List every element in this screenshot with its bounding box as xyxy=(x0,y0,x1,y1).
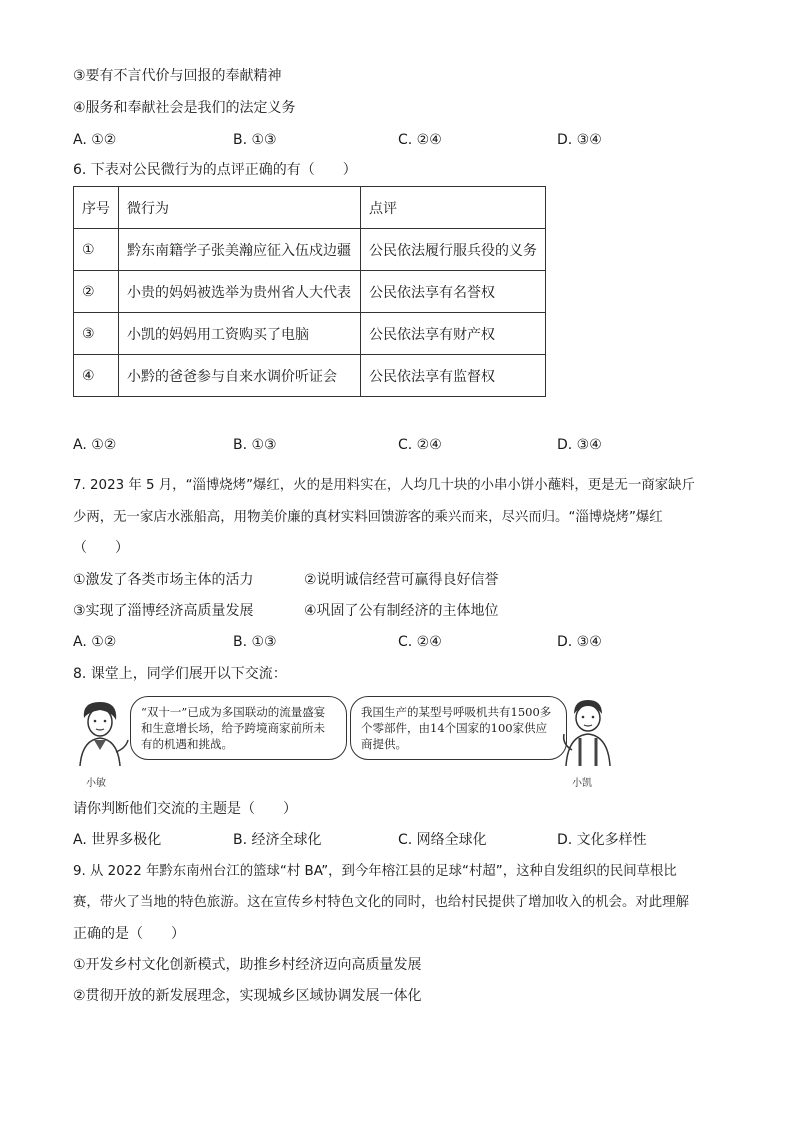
table-header-cell: 序号 xyxy=(74,187,119,229)
q6-stem: 6. 下表对公民微行为的点评正确的有（ ） xyxy=(73,162,357,178)
table-cell: ② xyxy=(74,271,119,313)
q8-illustration xyxy=(70,690,630,790)
table-cell: 黔东南籍学子张美瀚应征入伍戍边疆 xyxy=(119,229,361,271)
table-cell: ④ xyxy=(74,355,119,397)
table-row xyxy=(74,313,546,355)
table-header-cell: 点评 xyxy=(361,187,546,229)
q6-option-a: A. ①② xyxy=(73,437,117,453)
q8-question: 请你判断他们交流的主题是（ ） xyxy=(73,801,297,817)
table-cell: 公民依法享有名誉权 xyxy=(361,271,546,313)
table-cell: 公民依法享有监督权 xyxy=(361,355,546,397)
q8-option-d: D. 文化多样性 xyxy=(557,832,647,848)
table-cell: ③ xyxy=(74,313,119,355)
q9-item-2: ②贯彻开放的新发展理念，实现城乡区域协调发展一体化 xyxy=(73,988,422,1004)
q6-table xyxy=(73,186,546,397)
table-row xyxy=(74,355,546,397)
q9-stem-line-1: 9. 从 2022 年黔东南州台江的篮球“村 BA”，到今年榕江县的足球“村超”，这种自发组织的民间草根比 xyxy=(73,864,677,879)
speech-bubble-right: 我国生产的某型号呼吸机共有1500多个零部件，由14个国家的100家供应商提供。 xyxy=(350,696,567,760)
q7-item-1: ①激发了各类市场主体的活力 xyxy=(73,572,254,588)
q7-stem-line-1: 7. 2023 年 5 月，“淄博烧烤”爆红，火的是用料实在，人均几十块的小串小饼小蘸料，更是无一商家缺斤 xyxy=(73,478,695,493)
q9-stem-line-3: 正确的是（ ） xyxy=(73,926,185,942)
table-header-row xyxy=(74,187,546,229)
q7-option-b: B. ①③ xyxy=(233,634,277,650)
q6-option-b: B. ①③ xyxy=(233,437,277,453)
q8-stem: 8. 课堂上，同学们展开以下交流： xyxy=(73,666,287,682)
table-row xyxy=(74,271,546,313)
q7-stem-line-3: （ ） xyxy=(73,540,129,556)
q5-item-4: ④服务和奉献社会是我们的法定义务 xyxy=(73,100,296,116)
student-left-name: 小敏 xyxy=(86,778,106,789)
table-cell: 小贵的妈妈被选举为贵州省人大代表 xyxy=(119,271,361,313)
q8-option-b: B. 经济全球化 xyxy=(233,832,322,848)
q5-option-a: A. ①② xyxy=(73,132,117,148)
q9-stem-line-2: 赛，带火了当地的特色旅游。这在宣传乡村特色文化的同时，也给村民提供了增加收入的机会。对此理解 xyxy=(73,895,689,910)
table-cell: 公民依法履行服兵役的义务 xyxy=(361,229,546,271)
q9-item-1: ①开发乡村文化创新模式，助推乡村经济迈向高质量发展 xyxy=(73,957,422,973)
q6-option-d: D. ③④ xyxy=(557,437,602,453)
q7-item-4: ④巩固了公有制经济的主体地位 xyxy=(304,603,499,619)
table-header-cell: 微行为 xyxy=(119,187,361,229)
student-right-figure xyxy=(558,694,618,768)
q7-option-c: C. ②④ xyxy=(398,634,442,650)
q5-option-d: D. ③④ xyxy=(557,132,602,148)
q7-option-a: A. ①② xyxy=(73,634,117,650)
table-cell: 小凯的妈妈用工资购买了电脑 xyxy=(119,313,361,355)
student-right-name: 小凯 xyxy=(572,778,592,789)
table-cell: 公民依法享有财产权 xyxy=(361,313,546,355)
speech-bubble-left: “双十一”已成为多国联动的流量盛宴和生意增长场，给予跨境商家前所未有的机遇和挑战。 xyxy=(130,696,347,760)
table-cell: 小黔的爸爸参与自来水调价听证会 xyxy=(119,355,361,397)
table-cell: ① xyxy=(74,229,119,271)
q6-option-c: C. ②④ xyxy=(398,437,442,453)
student-left-figure xyxy=(72,696,130,768)
q7-option-d: D. ③④ xyxy=(557,634,602,650)
q5-option-b: B. ①③ xyxy=(233,132,277,148)
q7-item-2: ②说明诚信经营可赢得良好信誉 xyxy=(304,572,499,588)
table-row xyxy=(74,229,546,271)
q5-option-c: C. ②④ xyxy=(398,132,442,148)
q7-item-3: ③实现了淄博经济高质量发展 xyxy=(73,603,254,619)
q8-option-c: C. 网络全球化 xyxy=(398,832,487,848)
q8-option-a: A. 世界多极化 xyxy=(73,832,162,848)
q5-item-3: ③要有不言代价与回报的奉献精神 xyxy=(73,68,282,84)
q7-stem-line-2: 少两，无一家店水涨船高，用物美价廉的真材实料回馈游客的乘兴而来，尽兴而归。“淄博烧烤”爆红 xyxy=(73,510,663,525)
